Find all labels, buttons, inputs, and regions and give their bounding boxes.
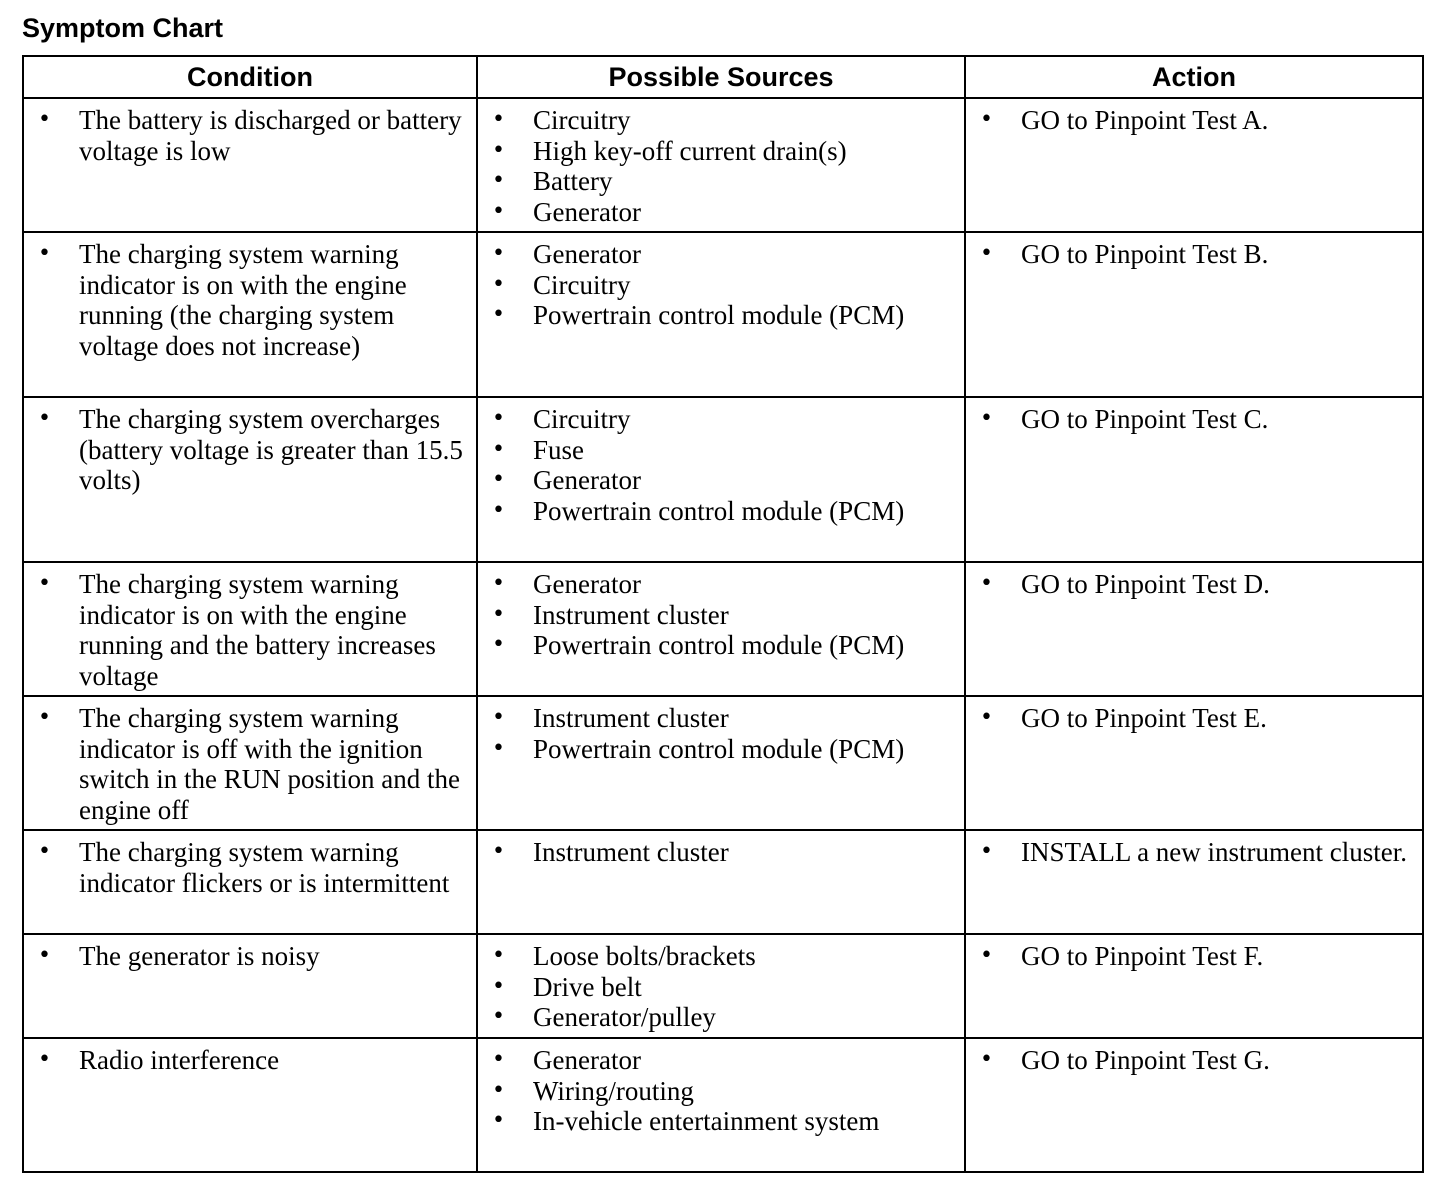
list-item: [478, 465, 958, 496]
bullet-list: [478, 697, 964, 767]
bullet-icon: •: [492, 705, 505, 730]
page-title: Symptom Chart: [22, 13, 224, 43]
list-item-text: Generator: [533, 196, 641, 227]
table-row: [23, 232, 1423, 397]
bullet-list: [478, 831, 964, 871]
list-item-text: INSTALL a new instrument cluster.: [1021, 837, 1408, 867]
bullet-icon: •: [492, 467, 505, 493]
bullet-icon: •: [980, 705, 993, 730]
list-item-text: Powertrain control module (PCM): [533, 495, 905, 526]
list-item: [24, 404, 470, 496]
bullet-icon: •: [980, 571, 993, 596]
bullet-list: [24, 935, 476, 975]
list-item-text: The charging system warning indicator is on with the engine running (the charging system voltage does not increase): [79, 239, 407, 361]
possible-sources-cell: [477, 934, 965, 1038]
list-item-text: Generator: [533, 1045, 641, 1075]
bullet-list: [478, 1039, 964, 1140]
bullet-list: [24, 831, 476, 901]
list-item-text: GO to Pinpoint Test A.: [1021, 105, 1269, 135]
possible-sources-cell: [477, 562, 965, 696]
list-item-text: Powertrain control module (PCM): [533, 733, 905, 764]
condition-cell: [23, 696, 477, 830]
list-item: [478, 734, 958, 765]
condition-cell: [23, 830, 477, 934]
bullet-list: [478, 398, 964, 529]
bullet-icon: •: [38, 571, 51, 596]
list-item: [478, 1002, 958, 1033]
bullet-icon: •: [492, 943, 505, 968]
list-item: [478, 136, 958, 167]
bullet-list: [966, 99, 1422, 139]
list-item-text: Circuitry: [533, 105, 631, 135]
table-row: [23, 830, 1423, 934]
list-item: [966, 703, 1416, 734]
bullet-icon: •: [38, 107, 51, 132]
list-item-text: Battery: [533, 166, 613, 197]
bullet-icon: •: [38, 839, 51, 864]
table-row: [23, 934, 1423, 1038]
list-item-text: Fuse: [533, 434, 585, 465]
list-item-text: The charging system warning indicator flickers or is intermittent: [79, 837, 450, 898]
bullet-list: [24, 233, 476, 364]
bullet-icon: •: [980, 107, 993, 132]
bullet-icon: •: [980, 839, 993, 864]
list-item-text: GO to Pinpoint Test C.: [1021, 404, 1269, 434]
list-item-text: High key-off current drain(s): [533, 135, 847, 166]
list-item-text: GO to Pinpoint Test F.: [1021, 941, 1264, 971]
list-item-text: In-vehicle entertainment system: [533, 1106, 880, 1137]
table-body: [23, 98, 1423, 1172]
action-cell: [965, 562, 1423, 696]
list-item-text: Powertrain control module (PCM): [533, 300, 905, 331]
condition-cell: [23, 934, 477, 1038]
bullet-list: [966, 697, 1422, 737]
list-item-text: The charging system warning indicator is off with the ignition switch in the RUN position and the engine off: [79, 703, 460, 825]
list-item-text: Generator: [533, 465, 641, 496]
bullet-icon: •: [38, 1047, 51, 1072]
list-item: [478, 197, 958, 228]
column-header-action: Action: [965, 56, 1423, 98]
list-item-text: Radio interference: [79, 1045, 280, 1075]
list-item-text: Generator/pulley: [533, 1002, 716, 1033]
list-item: [478, 972, 958, 1003]
bullet-icon: •: [492, 168, 505, 194]
list-item: [478, 703, 958, 734]
list-item-text: Circuitry: [533, 269, 631, 300]
list-item-text: Instrument cluster: [533, 599, 729, 630]
possible-sources-cell: [477, 232, 965, 397]
bullet-list: [966, 563, 1422, 603]
list-item: [24, 837, 470, 898]
bullet-icon: •: [492, 1108, 505, 1134]
bullet-icon: •: [492, 973, 505, 999]
bullet-list: [24, 398, 476, 499]
list-item-text: GO to Pinpoint Test D.: [1021, 569, 1270, 599]
list-item-text: Drive belt: [533, 971, 642, 1002]
list-item-text: The battery is discharged or battery voltage is low: [79, 105, 462, 166]
list-item: [24, 239, 470, 361]
list-item: [478, 941, 958, 972]
list-item-text: Generator: [533, 569, 641, 599]
bullet-icon: •: [492, 406, 505, 431]
list-item: [478, 300, 958, 331]
list-item: [478, 239, 958, 270]
bullet-icon: •: [492, 107, 505, 132]
list-item-text: Wiring/routing: [533, 1075, 694, 1106]
bullet-icon: •: [492, 735, 505, 761]
bullet-icon: •: [980, 1047, 993, 1072]
list-item-text: Instrument cluster: [533, 703, 729, 733]
list-item: [24, 1045, 470, 1076]
list-item: [478, 837, 958, 868]
bullet-icon: •: [492, 1047, 505, 1072]
list-item: [966, 239, 1416, 270]
list-item: [966, 569, 1416, 600]
bullet-list: [966, 1039, 1422, 1079]
condition-cell: [23, 232, 477, 397]
action-cell: [965, 98, 1423, 232]
header-row: [23, 56, 1423, 98]
list-item: [966, 1045, 1416, 1076]
bullet-icon: •: [492, 497, 505, 523]
action-cell: [965, 1038, 1423, 1172]
bullet-list: [478, 233, 964, 334]
bullet-icon: •: [492, 839, 505, 864]
possible-sources-cell: [477, 98, 965, 232]
bullet-list: [966, 398, 1422, 438]
action-cell: [965, 696, 1423, 830]
possible-sources-cell: [477, 397, 965, 562]
column-header-possible-sources: Possible Sources: [477, 56, 965, 98]
bullet-list: [24, 99, 476, 169]
list-item: [478, 569, 958, 600]
list-item: [478, 270, 958, 301]
bullet-list: [966, 831, 1422, 871]
bullet-icon: •: [492, 198, 505, 224]
list-item-text: The charging system warning indicator is on with the engine running and the battery increases voltage: [79, 569, 436, 691]
action-cell: [965, 830, 1423, 934]
possible-sources-cell: [477, 696, 965, 830]
column-header-condition: Condition: [23, 56, 477, 98]
list-item-text: The generator is noisy: [79, 941, 320, 971]
symptom-table: [22, 55, 1424, 1173]
table-row: [23, 696, 1423, 830]
table-row: [23, 562, 1423, 696]
list-item: [966, 941, 1416, 972]
bullet-icon: •: [38, 705, 51, 730]
list-item: [966, 105, 1416, 136]
table-row: [23, 98, 1423, 232]
bullet-list: [966, 233, 1422, 273]
bullet-icon: •: [492, 302, 505, 328]
list-item: [478, 1076, 958, 1107]
bullet-icon: •: [492, 601, 505, 627]
bullet-icon: •: [492, 436, 505, 462]
possible-sources-cell: [477, 830, 965, 934]
bullet-icon: •: [38, 241, 51, 266]
bullet-list: [478, 99, 964, 230]
list-item-text: GO to Pinpoint Test E.: [1021, 703, 1267, 733]
bullet-icon: •: [980, 406, 993, 431]
list-item: [478, 630, 958, 661]
list-item: [478, 105, 958, 136]
action-cell: [965, 934, 1423, 1038]
bullet-icon: •: [492, 632, 505, 658]
list-item: [478, 600, 958, 631]
action-cell: [965, 232, 1423, 397]
bullet-icon: •: [492, 137, 505, 163]
list-item-text: GO to Pinpoint Test B.: [1021, 239, 1269, 269]
list-item: [24, 569, 470, 691]
list-item: [24, 703, 470, 825]
bullet-icon: •: [980, 241, 993, 266]
bullet-icon: •: [492, 241, 505, 266]
table-row: [23, 397, 1423, 562]
list-item-text: Loose bolts/brackets: [533, 941, 756, 971]
condition-cell: [23, 98, 477, 232]
list-item-text: Circuitry: [533, 404, 631, 434]
condition-cell: [23, 562, 477, 696]
list-item: [966, 837, 1416, 868]
table-row: [23, 1038, 1423, 1172]
list-item-text: Generator: [533, 239, 641, 269]
bullet-icon: •: [492, 1077, 505, 1103]
bullet-list: [478, 563, 964, 664]
list-item-text: Instrument cluster: [533, 837, 729, 867]
bullet-icon: •: [492, 271, 505, 297]
bullet-icon: •: [38, 943, 51, 968]
bullet-list: [478, 935, 964, 1036]
bullet-list: [24, 1039, 476, 1079]
bullet-icon: •: [492, 1004, 505, 1030]
bullet-list: [24, 563, 476, 694]
list-item: [24, 941, 470, 972]
possible-sources-cell: [477, 1038, 965, 1172]
list-item: [478, 1106, 958, 1137]
bullet-icon: •: [980, 943, 993, 968]
bullet-list: [966, 935, 1422, 975]
action-cell: [965, 397, 1423, 562]
list-item-text: GO to Pinpoint Test G.: [1021, 1045, 1270, 1075]
list-item: [966, 404, 1416, 435]
condition-cell: [23, 1038, 477, 1172]
condition-cell: [23, 397, 477, 562]
list-item: [478, 404, 958, 435]
list-item: [24, 105, 470, 166]
bullet-icon: •: [38, 406, 51, 431]
bullet-icon: •: [492, 571, 505, 596]
bullet-list: [24, 697, 476, 828]
list-item: [478, 435, 958, 466]
list-item-text: The charging system overcharges (battery voltage is greater than 15.5 volts): [79, 404, 463, 496]
list-item: [478, 166, 958, 197]
list-item: [478, 496, 958, 527]
list-item-text: Powertrain control module (PCM): [533, 630, 905, 661]
list-item: [478, 1045, 958, 1076]
